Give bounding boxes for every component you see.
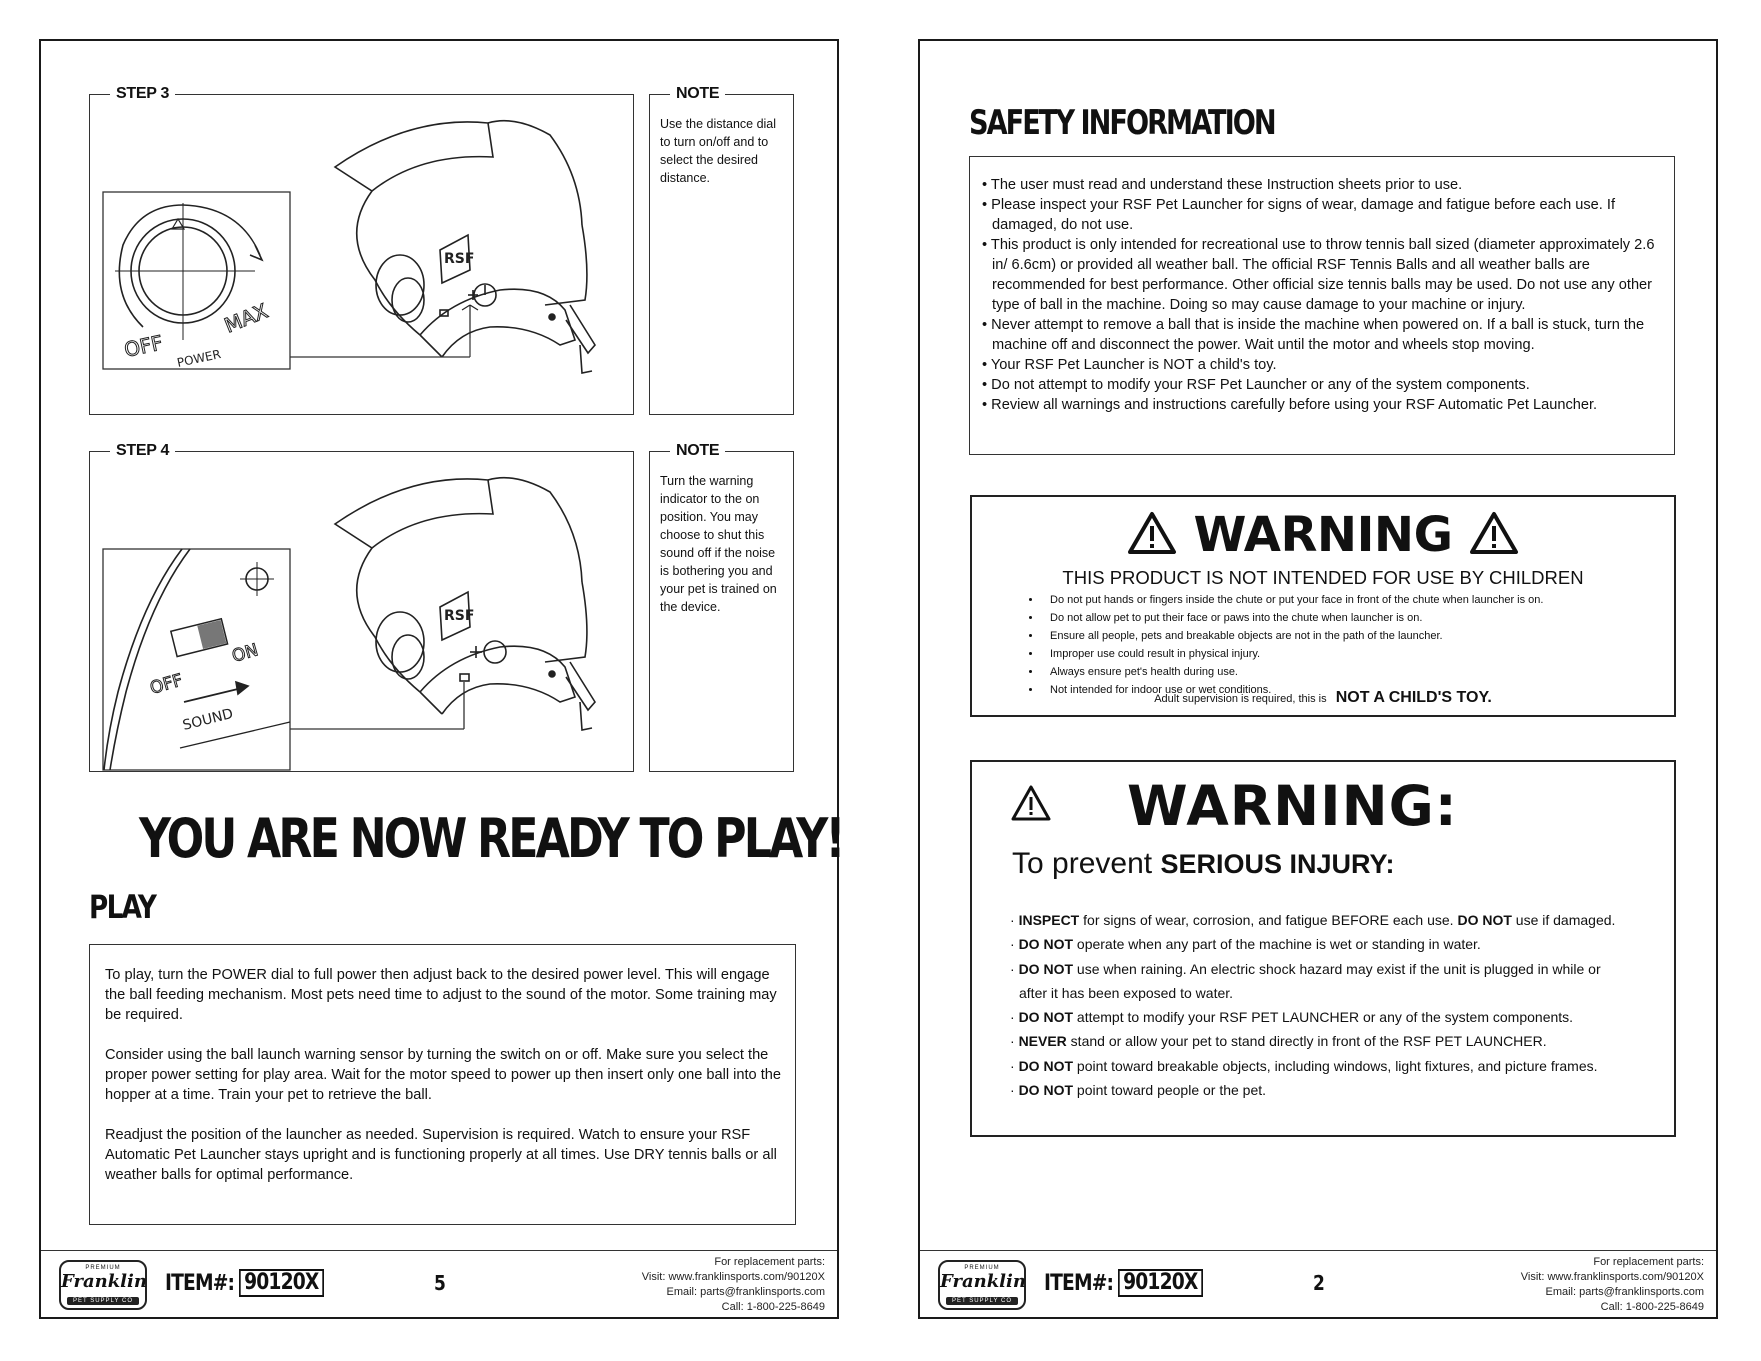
play-paragraph-3: Readjust the position of the launcher as needed. Supervision is required. Watch to ensure your RSF Automatic Pet Launcher stays upright and is functioning properly at all times. Use DRY tennis balls or all weather balls for optimal performance. bbox=[105, 1127, 777, 1183]
warning-children-title: WARNING bbox=[1193, 507, 1453, 563]
warning-injury-item: · DO NOT point toward breakable objects, including windows, light fixtures, and picture frames. bbox=[1010, 1057, 1598, 1074]
safety-info-box bbox=[969, 156, 1675, 455]
warning-injury-title: WARNING: bbox=[1127, 774, 1458, 838]
contact-line: For replacement parts: bbox=[1593, 1256, 1704, 1268]
warning-children-subtitle: THIS PRODUCT IS NOT INTENDED FOR USE BY CHILDREN bbox=[1062, 567, 1584, 588]
logo-brand-text: Franklin bbox=[61, 1271, 147, 1292]
dial-off-label: OFF bbox=[122, 330, 165, 362]
warning-children-title-row bbox=[972, 507, 1674, 563]
page-number: 2 bbox=[1313, 1271, 1325, 1295]
safety-item: • Your RSF Pet Launcher is NOT a child's toy. bbox=[982, 357, 1277, 373]
warning-injury-subtitle-bold: SERIOUS INJURY: bbox=[1160, 849, 1395, 879]
step4-note-text: Turn the warning indicator to the on position. You may choose to shut this sound off if the noise is bothering you and your pet is trained on the device. bbox=[660, 474, 777, 614]
logo-premium-text: PREMIUM bbox=[964, 1265, 1000, 1271]
step3-illustration-frame bbox=[89, 85, 634, 415]
footer-divider bbox=[41, 1250, 837, 1251]
warning-children-item: • Do not put hands or fingers inside the chute or put your face in front of the chute when launcher is on. bbox=[1042, 591, 1543, 609]
warning-children-item: • Always ensure pet's health during use. bbox=[1042, 663, 1543, 681]
warning-injury-item: · DO NOT operate when any part of the machine is wet or standing in water. bbox=[1010, 936, 1481, 953]
contact-phone: Call: 1-800-225-8649 bbox=[721, 1301, 825, 1313]
safety-item: • Please inspect your RSF Pet Launcher for signs of wear, damage and fatigue before each use. If damaged, do not use. bbox=[982, 197, 1616, 233]
contact-line: For replacement parts: bbox=[714, 1256, 825, 1268]
safety-item: • Review all warnings and instructions carefully before using your RSF Automatic Pet Launcher. bbox=[982, 397, 1598, 413]
safety-item: • Never attempt to remove a ball that is inside the machine when powered on. If a ball is stuck, turn the machine off and disconnect the power. Wait until the motor and wheels stop moving. bbox=[982, 317, 1645, 353]
item-number: 90120X bbox=[1118, 1269, 1203, 1297]
dial-max-label: MAX bbox=[220, 298, 272, 338]
warning-injury-item: · DO NOT point toward people or the pet. bbox=[1010, 1082, 1267, 1099]
warning-children-item: • Improper use could result in physical injury. bbox=[1042, 645, 1543, 663]
svg-text:RSF: RSF bbox=[444, 608, 475, 624]
step3-note-text: Use the distance dial to turn on/off and to select the desired distance. bbox=[660, 117, 777, 185]
item-label: ITEM#: bbox=[1044, 1271, 1114, 1296]
safety-title: SAFETY INFORMATION bbox=[969, 103, 1275, 143]
warning-children-footer bbox=[972, 689, 1674, 708]
safety-item: • Do not attempt to modify your RSF Pet Launcher or any of the system components. bbox=[982, 377, 1530, 393]
item-label: ITEM#: bbox=[165, 1271, 235, 1296]
contact-email-link[interactable]: Email: parts@franklinsports.com bbox=[666, 1286, 825, 1298]
warning-children-box bbox=[970, 495, 1676, 717]
dial-power-label: POWER bbox=[175, 346, 223, 370]
step4-illustration-frame bbox=[89, 442, 634, 772]
step3-note-label: NOTE bbox=[670, 84, 725, 104]
contact-info bbox=[1521, 1255, 1704, 1315]
play-paragraph-2: Consider using the ball launch warning sensor by turning the switch on or off. Make sure you select the proper power setting for play area. Wait for the motor speed to power up then insert only one ball into the hopper at a time. Train your pet to retrieve the ball. bbox=[105, 1047, 782, 1103]
warning-injury-subtitle-lead: To prevent bbox=[1012, 847, 1153, 880]
play-paragraph-1: To play, turn the POWER dial to full power then adjust back to the desired power level. This will engage the ball feeding mechanism. Most pets need time to adjust to the sound of the motor. Some training may be required. bbox=[105, 967, 777, 1023]
contact-info bbox=[642, 1255, 825, 1315]
logo-premium-text: PREMIUM bbox=[85, 1265, 121, 1271]
safety-item: • The user must read and understand these Instruction sheets prior to use. bbox=[982, 177, 1463, 193]
warning-triangle-icon bbox=[1010, 784, 1052, 822]
warning-injury-subtitle bbox=[1012, 846, 1394, 882]
step4-label: STEP 4 bbox=[110, 441, 175, 461]
warning-injury-item: · NEVER stand or allow your pet to stand directly in front of the RSF PET LAUNCHER. bbox=[1010, 1033, 1547, 1050]
warning-injury-item: · INSPECT for signs of wear, corrosion, and fatigue BEFORE each use. DO NOT use if damaged. bbox=[1010, 912, 1616, 928]
contact-email-link[interactable]: Email: parts@franklinsports.com bbox=[1545, 1286, 1704, 1298]
logo-sub-text: PET SUPPLY CO bbox=[946, 1297, 1018, 1305]
logo-sub-text: PET SUPPLY CO bbox=[67, 1297, 139, 1305]
launcher-dial-illustration bbox=[90, 95, 633, 414]
switch-on-label: ON bbox=[229, 640, 261, 667]
warning-triangle-icon bbox=[1127, 511, 1177, 555]
step4-note-label: NOTE bbox=[670, 441, 725, 461]
instruction-page-5 bbox=[39, 39, 843, 1319]
ready-headline: YOU ARE NOW READY TO PLAY! bbox=[139, 807, 843, 870]
step3-note-frame bbox=[649, 85, 794, 415]
launcher-switch-illustration bbox=[90, 452, 633, 771]
page-number: 5 bbox=[434, 1271, 446, 1295]
franklin-logo bbox=[59, 1260, 147, 1310]
warning-children-item: • Not intended for indoor use or wet conditions. bbox=[1042, 681, 1543, 699]
warning-children-footer-text: Adult supervision is required, this is bbox=[1154, 693, 1327, 705]
warning-triangle-icon bbox=[1469, 511, 1519, 555]
contact-website-link[interactable]: Visit: www.franklinsports.com/90120X bbox=[1520, 1271, 1704, 1283]
contact-website-link[interactable]: Visit: www.franklinsports.com/90120X bbox=[641, 1271, 825, 1283]
warning-injury-box bbox=[970, 760, 1676, 1137]
instruction-page-2 bbox=[918, 39, 1718, 1319]
warning-injury-item: · DO NOT attempt to modify your RSF PET LAUNCHER or any of the system components. bbox=[1010, 1009, 1574, 1026]
step4-note-frame bbox=[649, 442, 794, 772]
svg-text:RSF: RSF bbox=[444, 251, 475, 267]
warning-children-item: • Ensure all people, pets and breakable objects are not in the path of the launcher. bbox=[1042, 627, 1543, 645]
switch-off-label: OFF bbox=[147, 670, 186, 699]
warning-injury-item-continued: after it has been exposed to water. bbox=[1019, 984, 1234, 1001]
warning-children-footer-bold: NOT A CHILD'S TOY. bbox=[1335, 689, 1492, 706]
contact-phone: Call: 1-800-225-8649 bbox=[1600, 1301, 1704, 1313]
warning-injury-item: · DO NOT use when raining. An electric shock hazard may exist if the unit is plugged in while or bbox=[1010, 960, 1601, 977]
play-instructions-box bbox=[89, 944, 796, 1225]
franklin-logo bbox=[938, 1260, 1026, 1310]
switch-sound-label: SOUND bbox=[181, 705, 235, 734]
item-number: 90120X bbox=[239, 1269, 324, 1297]
step3-label: STEP 3 bbox=[110, 84, 175, 104]
logo-brand-text: Franklin bbox=[940, 1271, 1026, 1292]
warning-children-item: • Do not allow pet to put their face or paws into the chute when launcher is on. bbox=[1042, 609, 1543, 627]
footer-divider bbox=[920, 1250, 1716, 1251]
play-heading: PLAY bbox=[89, 888, 156, 926]
safety-item: • This product is only intended for recreational use to throw tennis ball sized (diameter approximately 2.6 in/ 6.6cm) or provided all weather ball. The official RSF Tennis Balls and all weather balls are recommended for best performance. Other official size tennis balls may be used. Do not use any other type of ball in the machine. Doing so may cause damage to your machine or injury. bbox=[982, 237, 1655, 313]
